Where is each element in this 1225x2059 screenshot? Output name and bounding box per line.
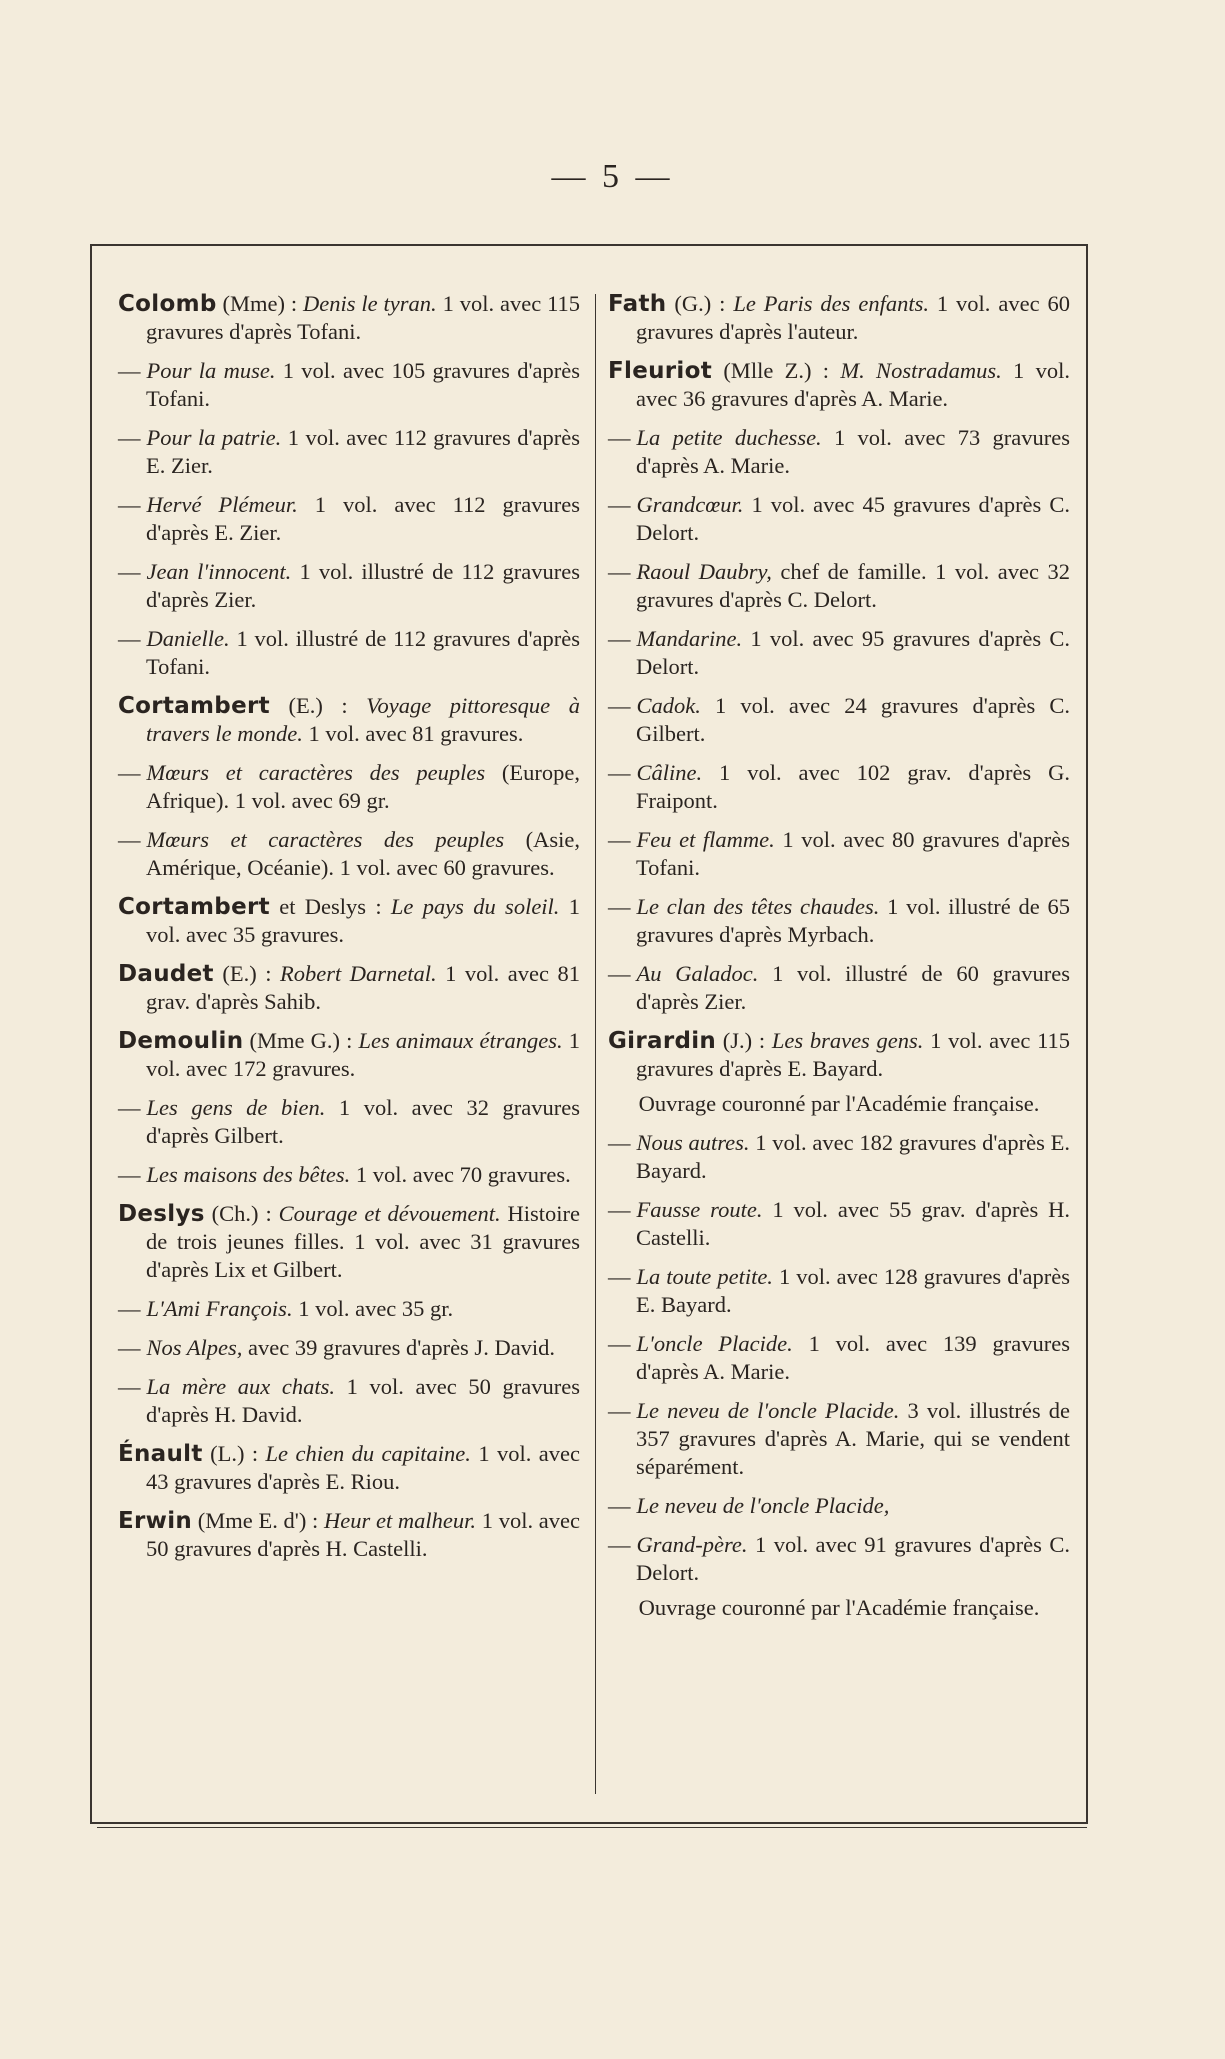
author-name: Fath bbox=[608, 291, 667, 317]
author-name: Girardin bbox=[608, 1028, 717, 1054]
ditto-dash: — bbox=[118, 1095, 141, 1120]
ditto-dash: — bbox=[608, 1532, 631, 1557]
catalog-entry bbox=[608, 826, 1070, 882]
book-description: 1 vol. avec 81 gravures. bbox=[302, 721, 524, 746]
book-description: chef de famille. 1 vol. avec 32 gravures d'après C. Delort. bbox=[636, 559, 1070, 612]
catalog-entry bbox=[118, 625, 580, 681]
ditto-dash: — bbox=[608, 894, 631, 919]
book-title: Voyage pittoresque à travers le monde. bbox=[146, 693, 580, 746]
book-description: (Asie, Amérique, Océanie). 1 vol. avec 60 gravures. bbox=[146, 827, 580, 880]
author-name: Erwin bbox=[118, 1508, 193, 1534]
catalog-entry bbox=[118, 424, 580, 480]
book-title: Le clan des têtes chaudes. bbox=[636, 894, 880, 919]
ditto-dash: — bbox=[118, 1374, 141, 1399]
frame-rule bbox=[97, 1827, 1087, 1828]
book-title: Mandarine. bbox=[636, 626, 743, 651]
catalog-entry bbox=[118, 491, 580, 547]
ditto-dash: — bbox=[118, 760, 141, 785]
author-credit: (Mme) : bbox=[216, 291, 304, 316]
author-name: Fleuriot bbox=[608, 358, 712, 384]
award-note: Ouvrage couronné par l'Académie française. bbox=[638, 1091, 1040, 1116]
catalog-entry bbox=[608, 1196, 1070, 1252]
catalog-entry bbox=[608, 558, 1070, 614]
book-description: 1 vol. avec 50 gravures d'après H. David. bbox=[146, 1374, 580, 1427]
catalog-entry bbox=[118, 1334, 580, 1362]
book-title: Les gens de bien. bbox=[146, 1095, 326, 1120]
book-description: 1 vol. illustré de 112 gravures d'après Zier. bbox=[146, 559, 581, 612]
book-title: Robert Darnetal. bbox=[280, 961, 437, 986]
author-credit: (E.) : bbox=[213, 961, 280, 986]
book-title: Danielle. bbox=[146, 626, 230, 651]
book-title: Courage et dévouement. bbox=[278, 1201, 501, 1226]
book-description: (Europe, Afrique). 1 vol. avec 69 gr. bbox=[146, 760, 581, 813]
author-name: Cortambert bbox=[118, 894, 270, 920]
catalog-entry bbox=[118, 558, 580, 614]
book-title: La toute petite. bbox=[636, 1264, 773, 1289]
ditto-dash: — bbox=[118, 559, 141, 584]
award-note: Ouvrage couronné par l'Académie française. bbox=[638, 1595, 1040, 1620]
book-description: 1 vol. illustré de 60 gravures d'après Zier. bbox=[636, 961, 1071, 1014]
author-credit: et Deslys : bbox=[269, 894, 391, 919]
catalog-entry bbox=[608, 1531, 1070, 1587]
ditto-dash: — bbox=[608, 1130, 631, 1155]
book-description: 1 vol. avec 112 gravures d'après E. Zier. bbox=[146, 492, 580, 545]
book-description: 1 vol. avec 35 gr. bbox=[292, 1296, 454, 1321]
book-description: 1 vol. avec 32 gravures d'après Gilbert. bbox=[146, 1095, 580, 1148]
book-title: Jean l'innocent. bbox=[146, 559, 292, 584]
book-title: Mœurs et caractères des peuples bbox=[146, 827, 505, 852]
ditto-dash: — bbox=[608, 1264, 631, 1289]
author-name: Daudet bbox=[118, 961, 214, 987]
catalog-entry bbox=[118, 1094, 580, 1150]
book-description: 1 vol. avec 182 gravures d'après E. Bayard. bbox=[636, 1130, 1070, 1183]
catalog-entry-author bbox=[118, 1027, 580, 1083]
book-description: 3 vol. illustrés de 357 gravures d'après A. Marie, qui se vendent séparément. bbox=[636, 1398, 1070, 1479]
author-credit: (Ch.) : bbox=[204, 1201, 279, 1226]
book-title: Le Paris des enfants. bbox=[733, 291, 929, 316]
book-title: Pour la patrie. bbox=[146, 425, 282, 450]
catalog-entry bbox=[118, 357, 580, 413]
catalog-entry bbox=[608, 1330, 1070, 1386]
book-title: L'oncle Placide. bbox=[636, 1331, 793, 1356]
catalog-entry-author bbox=[608, 357, 1070, 413]
book-title: Au Galadoc. bbox=[636, 961, 759, 986]
book-description: 1 vol. avec 91 gravures d'après C. Delort. bbox=[636, 1532, 1070, 1585]
catalog-entry bbox=[608, 1397, 1070, 1481]
book-title: Nos Alpes, bbox=[146, 1335, 243, 1360]
book-description: 1 vol. avec 172 gravures. bbox=[146, 1028, 581, 1081]
catalog-entry bbox=[118, 1295, 580, 1323]
book-title: Heur et malheur. bbox=[324, 1508, 477, 1533]
left-column bbox=[118, 290, 580, 1574]
book-title: La petite duchesse. bbox=[636, 425, 822, 450]
catalog-entry-author bbox=[118, 960, 580, 1016]
book-title: Fausse route. bbox=[636, 1197, 763, 1222]
book-description: 1 vol. avec 45 gravures d'après C. Delort. bbox=[636, 492, 1070, 545]
book-description: 1 vol. illustré de 65 gravures d'après Myrbach. bbox=[636, 894, 1070, 947]
book-title: Le neveu de l'oncle Placide, bbox=[636, 1493, 890, 1518]
ditto-dash: — bbox=[608, 1493, 631, 1518]
book-title: Cadok. bbox=[636, 693, 701, 718]
book-title: La mère aux chats. bbox=[146, 1374, 335, 1399]
catalog-entry bbox=[608, 625, 1070, 681]
catalog-entry bbox=[608, 424, 1070, 480]
ditto-dash: — bbox=[608, 1197, 631, 1222]
book-title: Denis le tyran. bbox=[303, 291, 437, 316]
book-description: 1 vol. avec 115 gravures d'après E. Bayard. bbox=[636, 1028, 1071, 1081]
book-title: Les animaux étranges. bbox=[358, 1028, 563, 1053]
book-title: Le neveu de l'oncle Placide. bbox=[636, 1398, 900, 1423]
book-title: Nous autres. bbox=[636, 1130, 750, 1155]
ditto-dash: — bbox=[118, 358, 141, 383]
catalog-entry bbox=[608, 1263, 1070, 1319]
ditto-dash: — bbox=[118, 492, 141, 517]
catalog-entry-author bbox=[118, 692, 580, 748]
author-credit: (Mme E. d') : bbox=[192, 1508, 325, 1533]
book-description: 1 vol. avec 115 gravures d'après Tofani. bbox=[146, 291, 580, 344]
book-description: 1 vol. avec 102 grav. d'après G. Fraipont. bbox=[636, 760, 1070, 813]
book-description: 1 vol. avec 128 gravures d'après E. Bayard. bbox=[636, 1264, 1070, 1317]
book-title: Pour la muse. bbox=[146, 358, 276, 383]
catalog-entry bbox=[118, 1373, 580, 1429]
ditto-dash: — bbox=[118, 425, 141, 450]
book-description: 1 vol. illustré de 112 gravures d'après Tofani. bbox=[146, 626, 580, 679]
catalog-entry bbox=[608, 893, 1070, 949]
ditto-dash: — bbox=[608, 1398, 631, 1423]
ditto-dash: — bbox=[608, 693, 631, 718]
ditto-dash: — bbox=[118, 1296, 141, 1321]
catalog-entry-author bbox=[118, 1200, 580, 1284]
book-title: Raoul Daubry, bbox=[636, 559, 772, 584]
book-title: Câline. bbox=[636, 760, 703, 785]
author-credit: (J.) : bbox=[716, 1028, 772, 1053]
book-description: Histoire de trois jeunes filles. 1 vol. avec 31 gravures d'après Lix et Gilbert. bbox=[146, 1201, 580, 1282]
book-description: 1 vol. avec 60 gravures d'après l'auteur. bbox=[636, 291, 1070, 344]
author-name: Colomb bbox=[118, 291, 217, 317]
catalog-entry-author bbox=[118, 893, 580, 949]
catalog-entry-author bbox=[118, 1440, 580, 1496]
catalog-entry-author bbox=[608, 1027, 1070, 1083]
book-description: 1 vol. avec 24 gravures d'après C. Gilbert. bbox=[636, 693, 1070, 746]
book-title: Grandcœur. bbox=[636, 492, 744, 517]
book-description: 1 vol. avec 70 gravures. bbox=[350, 1162, 571, 1187]
ditto-dash: — bbox=[608, 760, 631, 785]
ditto-dash: — bbox=[608, 425, 631, 450]
catalog-entry-author bbox=[118, 290, 580, 346]
book-title: Hervé Plémeur. bbox=[146, 492, 298, 517]
book-description: 1 vol. avec 95 gravures d'après C. Delort. bbox=[636, 626, 1070, 679]
book-title: Les maisons des bêtes. bbox=[146, 1162, 351, 1187]
book-title: Feu et flamme. bbox=[636, 827, 775, 852]
author-credit: (Mlle Z.) : bbox=[712, 358, 841, 383]
book-description: avec 39 gravures d'après J. David. bbox=[242, 1335, 556, 1360]
catalog-entry-author bbox=[608, 290, 1070, 346]
book-title: Le chien du capitaine. bbox=[265, 1441, 471, 1466]
book-title: Les braves gens. bbox=[771, 1028, 924, 1053]
ditto-dash: — bbox=[118, 827, 141, 852]
book-description: 1 vol. avec 35 gravures. bbox=[146, 894, 580, 947]
author-credit: (E.) : bbox=[269, 693, 367, 718]
book-title: Mœurs et caractères des peuples bbox=[146, 760, 486, 785]
author-credit: (Mme G.) : bbox=[243, 1028, 359, 1053]
catalog-entry bbox=[608, 960, 1070, 1016]
catalog-entry bbox=[608, 1492, 1070, 1520]
book-description: 1 vol. avec 105 gravures d'après Tofani. bbox=[146, 358, 581, 411]
ditto-dash: — bbox=[118, 626, 141, 651]
right-column bbox=[608, 290, 1070, 1633]
author-name: Cortambert bbox=[118, 693, 270, 719]
page-number: — 5 — bbox=[551, 158, 674, 195]
book-description: 1 vol. avec 81 grav. d'après Sahib. bbox=[146, 961, 580, 1014]
ditto-dash: — bbox=[608, 626, 631, 651]
catalog-entry bbox=[608, 692, 1070, 748]
ditto-dash: — bbox=[608, 1331, 631, 1356]
book-description: 1 vol. avec 73 gravures d'après A. Marie. bbox=[636, 425, 1070, 478]
book-description: 1 vol. avec 80 gravures d'après Tofani. bbox=[636, 827, 1070, 880]
catalog-entry bbox=[118, 759, 580, 815]
book-description: 1 vol. avec 43 gravures d'après E. Riou. bbox=[146, 1441, 580, 1494]
author-credit: (L.) : bbox=[202, 1441, 266, 1466]
book-title: Le pays du soleil. bbox=[390, 894, 560, 919]
column-divider bbox=[595, 294, 596, 1794]
book-description: 1 vol. avec 112 gravures d'après E. Zier. bbox=[146, 425, 580, 478]
author-name: Deslys bbox=[118, 1201, 205, 1227]
author-name: Demoulin bbox=[118, 1028, 244, 1054]
book-description: 1 vol. avec 50 gravures d'après H. Castelli. bbox=[146, 1508, 581, 1561]
catalog-entry bbox=[608, 1129, 1070, 1185]
author-credit: (G.) : bbox=[666, 291, 734, 316]
book-description: 1 vol. avec 36 gravures d'après A. Marie. bbox=[636, 358, 1070, 411]
author-name: Énault bbox=[118, 1441, 203, 1467]
ditto-dash: — bbox=[608, 961, 631, 986]
book-description: 1 vol. avec 55 grav. d'après H. Castelli. bbox=[636, 1197, 1070, 1250]
catalog-entry-author bbox=[118, 1507, 580, 1563]
ditto-dash: — bbox=[608, 559, 631, 584]
ditto-dash: — bbox=[608, 827, 631, 852]
catalog-entry bbox=[608, 759, 1070, 815]
book-title: M. Nostradamus. bbox=[840, 358, 1002, 383]
catalog-entry bbox=[608, 491, 1070, 547]
book-description: 1 vol. avec 139 gravures d'après A. Marie. bbox=[636, 1331, 1070, 1384]
ditto-dash: — bbox=[608, 492, 631, 517]
book-title: L'Ami François. bbox=[146, 1296, 293, 1321]
ditto-dash: — bbox=[118, 1335, 141, 1360]
catalog-entry bbox=[118, 1161, 580, 1189]
ditto-dash: — bbox=[118, 1162, 141, 1187]
book-title: Grand-père. bbox=[636, 1532, 748, 1557]
catalog-entry bbox=[118, 826, 580, 882]
